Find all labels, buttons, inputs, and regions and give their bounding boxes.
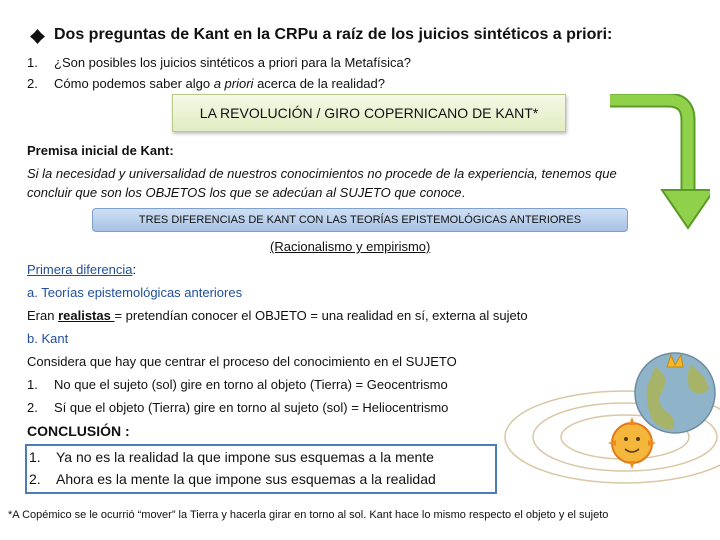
revolution-banner: LA REVOLUCIÓN / GIRO COPERNICANO DE KANT* [172, 94, 566, 132]
kant-subject-line: Considera que hay que centrar el proceso del conocimiento en el SUJETO [27, 354, 457, 369]
conclusion-item-1: 1. Ya no es la realidad la que impone sus esquemas a la mente [29, 449, 434, 465]
page-title-row [30, 26, 670, 48]
solar-system-illustration [495, 345, 720, 505]
differences-banner: TRES DIFERENCIAS DE KANT CON LAS TEORÍAS EPISTEMOLÓGICAS ANTERIORES [92, 208, 628, 232]
premise-line-1: Si la necesidad y universalidad de nuestros conocimientos no procede de la experiencia, tenemos que [27, 166, 617, 181]
conclusion-box [25, 444, 497, 494]
question-2: 2. Cómo podemos saber algo a priori acerca de la realidad? [27, 76, 385, 91]
premise-heading: Premisa inicial de Kant: [27, 143, 174, 158]
realistas-line: Eran realistas = pretendían conocer el OBJETO = una realidad en sí, externa al sujeto [27, 308, 528, 323]
kant-point-1: 1. No que el sujeto (sol) gire en torno al objeto (Tierra) = Geocentrismo [27, 377, 448, 392]
differences-subtitle: (Racionalismo y empirismo) [270, 239, 431, 254]
first-difference-heading: Primera diferencia: [27, 262, 137, 277]
conclusion-item-2: 2. Ahora es la mente la que impone sus esquemas a la realidad [29, 471, 436, 487]
question-1: 1. ¿Son posibles los juicios sintéticos a priori para la Metafísica? [27, 55, 411, 70]
kant-point-2: 2. Sí que el objeto (Tierra) gire en torno al sujeto (sol) = Heliocentrismo [27, 400, 449, 415]
footnote: *A Copémico se le ocurrió “mover” la Tierra y hacerla girar en torno al sol. Kant hace lo mismo respecto el objeto y el sujeto [8, 509, 609, 521]
section-a-heading: a. Teorías epistemológicas anteriores [27, 285, 243, 300]
diamond-bullet-icon [30, 29, 45, 44]
conclusion-heading: CONCLUSIÓN : [27, 423, 130, 439]
section-b-heading: b. Kant [27, 331, 69, 346]
page-title: Dos preguntas de Kant en la CRPu a raíz de los juicios sintéticos a priori: [54, 26, 613, 43]
sun-icon [608, 417, 656, 469]
premise-line-2: concluir que son los OBJETOS los que se adecúan al SUJETO que conoce. [27, 185, 466, 200]
